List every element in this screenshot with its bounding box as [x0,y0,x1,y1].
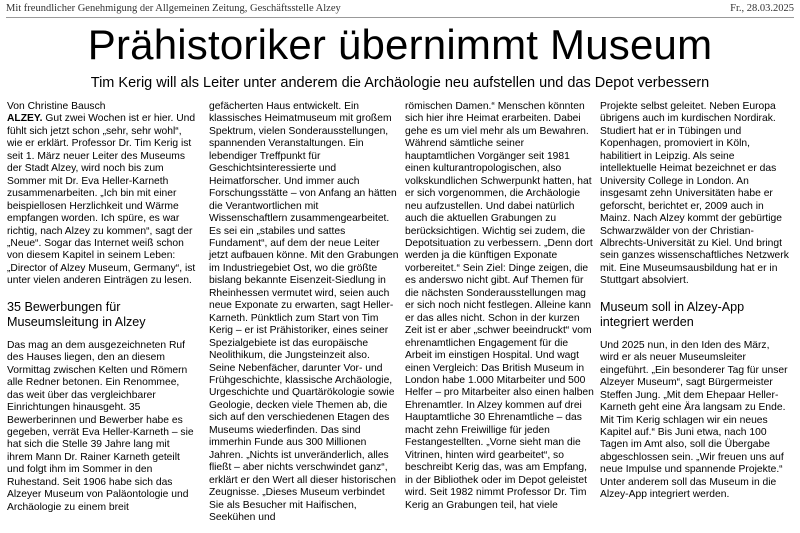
article-column-1 [7,101,197,514]
spacer [7,330,197,340]
subheading: Museum soll in Alzey-App integriert werden [600,299,745,329]
author-line: Von Christine Bausch [7,101,106,112]
source-bar [6,3,794,17]
paragraph-text: Gut zwei Wochen ist er hier. Und fühlt sich jetzt schon „sehr, sehr wohl“, wie er erklärt. Professor Dr. Tim Kerig ist seit 1. März neuer Leiter des Museums der Stadt Alzey, wird noch bis zum Sommer mit Dr. Eva Heller-Karneth zusammenarbeiten. „Ich bin mit einer beispiellosen Herzlichkeit und Wärme empfangen worden. Ich spüre, es war richtig, nach Alzey zu kommen“, sagt der „Neue“. Sogar das Internet weiß schon von diesem Kapitel in seinem Leben: „Director of Alzey Museum, Germany“, ist unter vielen anderen Einträgen zu lesen. [7,113,196,287]
spacer [600,330,790,340]
paragraph: gefächerten Haus entwickelt. Ein klassisches Heimatmuseum mit großem Spektrum, vielen Sonderausstellungen, spannenden Veranstaltungen. Ein lebendiger Treffpunkt für Geschichtsinteressierte und Heimatforscher. Und immer auch Forschungsstätte – von Anfang an hätten die Verantwortlichen mit Wissenschaftlern zusammengearbeitet. Es sei ein „stabiles und sattes Fundament“, auf dem der neue Leiter jetzt aufbauen könne. Mit den Grabungen im Industriegebiet Ost, wo die größte bislang bekannte Eisenzeit-Siedlung in Rheinhessen vermutet wird, seien auch neue Exponate zu erwarten, sagt Heller-Karneth. Pünktlich zum Start von Tim Kerig – er ist Prähistoriker, eines seiner Spezialgebiete ist das europäische Neolithikum, die Jungsteinzeit also. Seine Nebenfächer, darunter Vor- und Frühgeschichte, klassische Archäologie, Urgeschichte und Quartärökologie sowie Geologie, decken viele Themen ab, die sich auf den verschiedenen Etagen des Museums wiederfinden. Das sind immerhin Funde aus 300 Millionen Jahren. „Nichts ist unveränderlich, alles fließt – aber nichts verschwindet ganz“, erklärt er den Wert all dieser historischen Zeugnisse. „Dieses Museum verbindet Sie als Besucher mit Haifischen, Seekühen und [209,101,399,523]
article-column-2 [209,101,399,524]
source-credit: Mit freundlicher Genehmigung der Allgemeinen Zeitung, Geschäftsstelle Alzey [6,3,341,14]
subheading: 35 Bewerbungen für Museumsleitung in Alzey [7,299,146,329]
paragraph: Das mag an dem ausgezeichneten Ruf des Hauses liegen, den an diesem Vormittag zwischen Kelten und Römern alle Redner betonen. Ein Renommee, das weit über das vergleichbarer Einrichtungen hinausgeht. 35 Bewerberinnen und Bewerber habe es gegeben, verrät Eva Heller-Karneth – sie hat sich die Stelle 39 Jahre lang mit ihrem Mann Dr. Rainer Karneth geteilt und folgt ihm im Sommer in den Ruhestand. Seit 1906 habe sich das Alzeyer Museum von Paläontologie und Archäologie zu einem breit [7,339,194,513]
article-title: Prähistoriker übernimmt Museum [87,21,713,68]
spacer [7,288,197,300]
paragraph: Und 2025 nun, in den Iden des März, wird er als neuer Museumsleiter eingeführt. „Ein besonderer Tag für unser Alzeyer Museum“, sagt Bürgermeister Steffen Jung. „Mit dem Ehepaar Heller-Karneth geht eine Ära langsam zu Ende. Mit Tim Kerig schlagen wir ein neues Kapitel auf.“ Bis Juni etwa, nach 100 Tagen im Amt also, soll die Übergabe abgeschlossen sein. „Wir freuen uns auf neue Impulse und spannende Projekte.“ Unter anderem soll das Museum in die Alzey-App integriert werden. [600,339,788,501]
header-divider [6,17,794,18]
spacer [600,288,790,300]
dateline: ALZEY. [7,113,43,125]
article-subtitle: Tim Kerig will als Leiter unter anderem die Archäologie neu aufstellen und das Depot verbessern [90,75,710,91]
paragraph [7,113,197,287]
publication-date: Fr., 28.03.2025 [730,3,794,14]
article-column-3 [405,101,595,512]
paragraph: Projekte selbst geleitet. Neben Europa übrigens auch im kurdischen Nordirak. Studiert hat er in Tübingen und Kopenhagen, promoviert in Köln, habilitiert in Leipzig. Als seine intellektuelle Heimat bezeichnet er das University College in London. An insgesamt zehn Universitäten habe er geforscht, berichtet er, 2009 auch in Mainz. Nach Alzey kommt der gebürtige Schwarzwälder von der Christian-Albrechts-Universität zu Kiel. Und bringt sein ganzes wissenschaftliches Netzwerk mit. Eine Museumsausbildung hat er in Stuttgart absolviert. [600,101,789,287]
article-column-4 [600,101,790,502]
paragraph: römischen Damen.“ Menschen könnten sich hier ihre Heimat erarbeiten. Dabei gehe es um viel mehr als um Bewahren. Während sämtliche seiner hauptamtlichen Vorgänger seit 1981 einen kulturantropologischen, also volkskundlichen Schwerpunkt hatten, hat er sich vorgenommen, die Archäologie neu aufzustellen. Und dabei natürlich auch die aktuellen Grabungen zu berücksichtigen. Wichtig sei zudem, die Depotsituation zu verbessern. „Denn dort werden ja die künftigen Exponate vorbereitet.“ Sein Ziel: Dinge zeigen, die es anderswo nicht gibt. Auf Themen für die nächsten Sonderausstellungen mag er sich noch nicht festlegen. Alleine kann er das alles nicht. Schon in der kurzen Zeit ist er aber „schwer beeindruckt“ vom ehrenamtlichen Engagement für die Arbeit im einstigen Hospital. Und wagt einen Vergleich: Das British Museum in London habe 1.000 Mitarbeiter und 500 Helfer – pro Mitarbeiter also einen halben Ehrenamtler. In Alzey kommen auf drei Hauptamtliche 30 Ehrenamtliche – das macht zehn Freiwillige für jeden Festangestellten. „Vorne sieht man die Vitrinen, hinten wird gearbeitet“, so beschreibt Kerig das, was am Empfang, in der Bibliothek oder im Depot geleistet wird. Seit 1982 nimmt Professor Dr. Tim Kerig an Grabungen teil, hat viele [405,101,594,511]
